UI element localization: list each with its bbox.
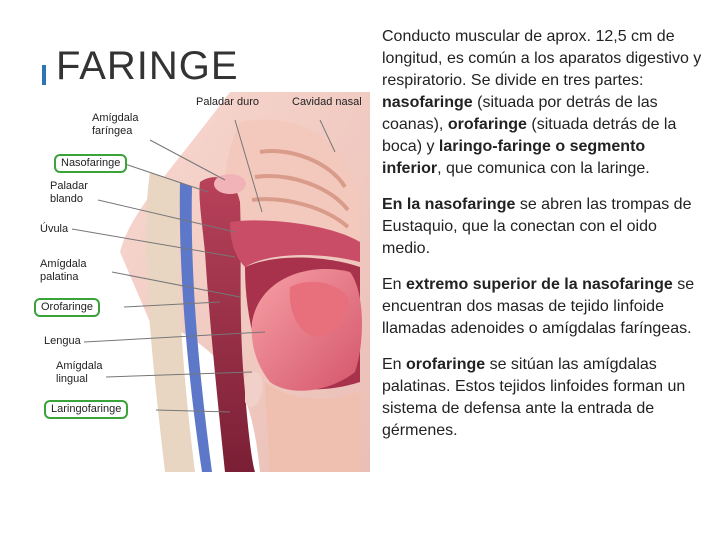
title-accent-bar [42,65,46,85]
text-run: En [382,356,407,373]
text-run: En [382,276,407,293]
pharynx-anatomy-figure [30,92,370,492]
label-orofaringe: Orofaringe [34,298,100,317]
text-run: se abren las trompas de Eustaquio, que la conectan con el oido medio. [382,196,692,257]
label-paladar-blando: Paladar blando [50,180,88,205]
label-cavidad-nasal: Cavidad nasal [292,96,362,108]
label-uvula: Úvula [40,223,69,235]
body-paragraph [382,26,708,180]
bold-text-run: laringo-faringe o segmento inferior [382,138,646,177]
label-amigdala-palatina: Amígdala palatina [40,258,87,283]
label-amigdala-faringea: Amígdala faríngea [92,112,139,137]
bold-text-run: nasofaringe [382,94,473,111]
text-run: se encuentran dos masas de tejido linfoide llamadas adenoides o amígdalas faríngeas. [382,276,695,337]
text-run: , que comunica con la laringe. [437,160,650,177]
body-paragraph [382,354,708,442]
body-text-column [382,26,708,456]
label-lengua: Lengua [44,335,81,347]
body-paragraph [382,274,708,340]
label-amigdala-lingual: Amígdala lingual [56,360,103,385]
text-run: se sitúan las amígdalas palatinas. Estos tejidos linfoides forman un sistema de defensa ante la entrada de gérmenes. [382,356,686,439]
text-run: (situada detrás de la boca) y [382,116,677,155]
label-laringofaringe: Laringofaringe [44,400,128,419]
label-nasofaringe: Nasofaringe [54,154,127,173]
bold-text-run: orofaringe [447,116,527,133]
label-paladar-duro: Paladar duro [196,96,259,108]
anatomy-illustration [30,92,370,492]
bold-text-run: extremo superior de la nasofaringe [406,276,673,293]
text-run: (situada por detrás de las coanas), [382,94,658,133]
text-run: Conducto muscular de aprox. 12,5 cm de longitud, es común a los aparatos digestivo y respiratorio. Se divide en tres partes: [382,28,702,89]
bold-text-run: En la nasofaringe [382,196,516,213]
body-paragraph [382,194,708,260]
slide-title: FARINGE [56,44,239,88]
bold-text-run: orofaringe [406,356,486,373]
